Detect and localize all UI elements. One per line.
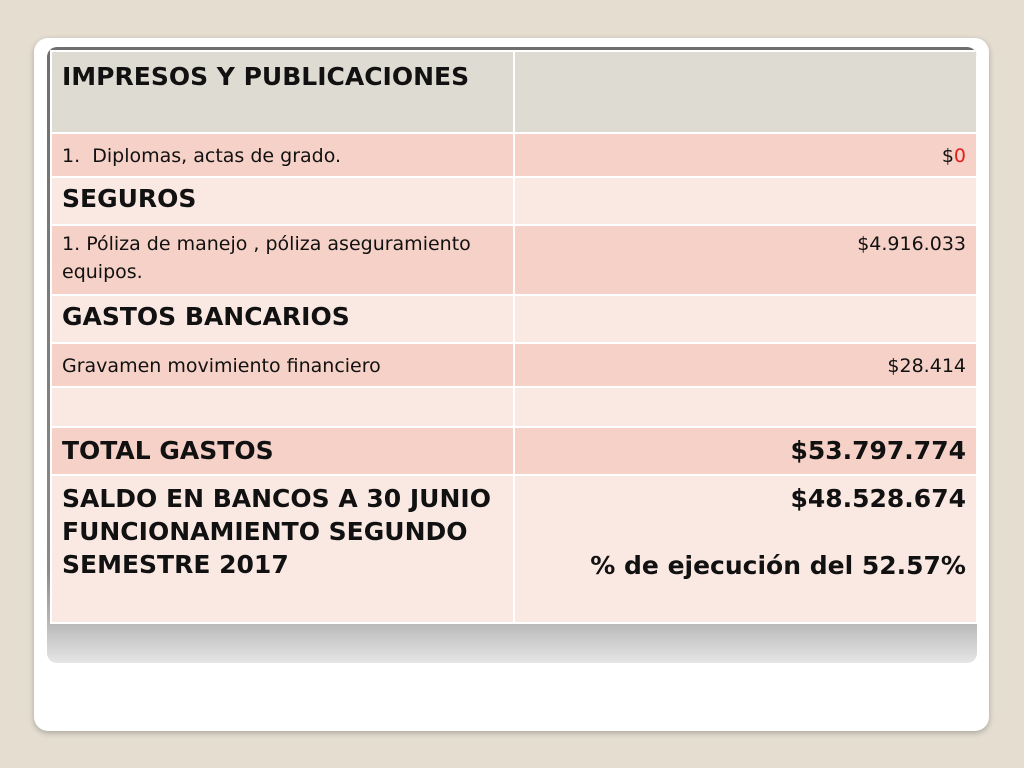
- table-row: [51, 51, 977, 133]
- poliza-text: Póliza de manejo , póliza aseguramiento equipos.: [62, 233, 471, 283]
- table-row: [51, 427, 977, 475]
- section-impresos-value: [514, 51, 977, 133]
- table-row: [51, 225, 977, 295]
- section-impresos-title: IMPRESOS Y PUBLICACIONES: [51, 51, 514, 133]
- section-seguros-title: SEGUROS: [51, 177, 514, 225]
- poliza-label: [51, 225, 514, 295]
- table-row: [51, 343, 977, 387]
- gravamen-label: Gravamen movimiento financiero: [51, 343, 514, 387]
- diplomas-text: Diplomas, actas de grado.: [92, 145, 342, 167]
- total-label: TOTAL GASTOS: [51, 427, 514, 475]
- empty-value: [514, 387, 977, 427]
- empty-label: [51, 387, 514, 427]
- total-value: $53.797.774: [514, 427, 977, 475]
- table-panel: [47, 47, 977, 663]
- poliza-number: 1.: [62, 233, 81, 255]
- poliza-value: $4.916.033: [514, 225, 977, 295]
- saldo-cell: [514, 475, 977, 623]
- table-row: [51, 387, 977, 427]
- table-row: [51, 133, 977, 177]
- diplomas-amount: 0: [953, 145, 966, 167]
- section-gastos-bancarios-value: [514, 295, 977, 343]
- table-row: [51, 475, 977, 623]
- section-gastos-bancarios-title: GASTOS BANCARIOS: [51, 295, 514, 343]
- gravamen-value: $28.414: [514, 343, 977, 387]
- table-row: [51, 295, 977, 343]
- diplomas-label: [51, 133, 514, 177]
- section-seguros-value: [514, 177, 977, 225]
- table-row: [51, 177, 977, 225]
- diplomas-number: 1.: [62, 145, 81, 167]
- diplomas-currency: $: [941, 145, 954, 167]
- saldo-label: SALDO EN BANCOS A 30 JUNIO FUNCIONAMIENTO SEGUNDO SEMESTRE 2017: [51, 475, 514, 623]
- budget-table: [50, 50, 977, 624]
- execution-percentage: % de ejecución del 52.57%: [590, 551, 966, 580]
- diplomas-value: [514, 133, 977, 177]
- saldo-value: $48.528.674: [790, 484, 966, 513]
